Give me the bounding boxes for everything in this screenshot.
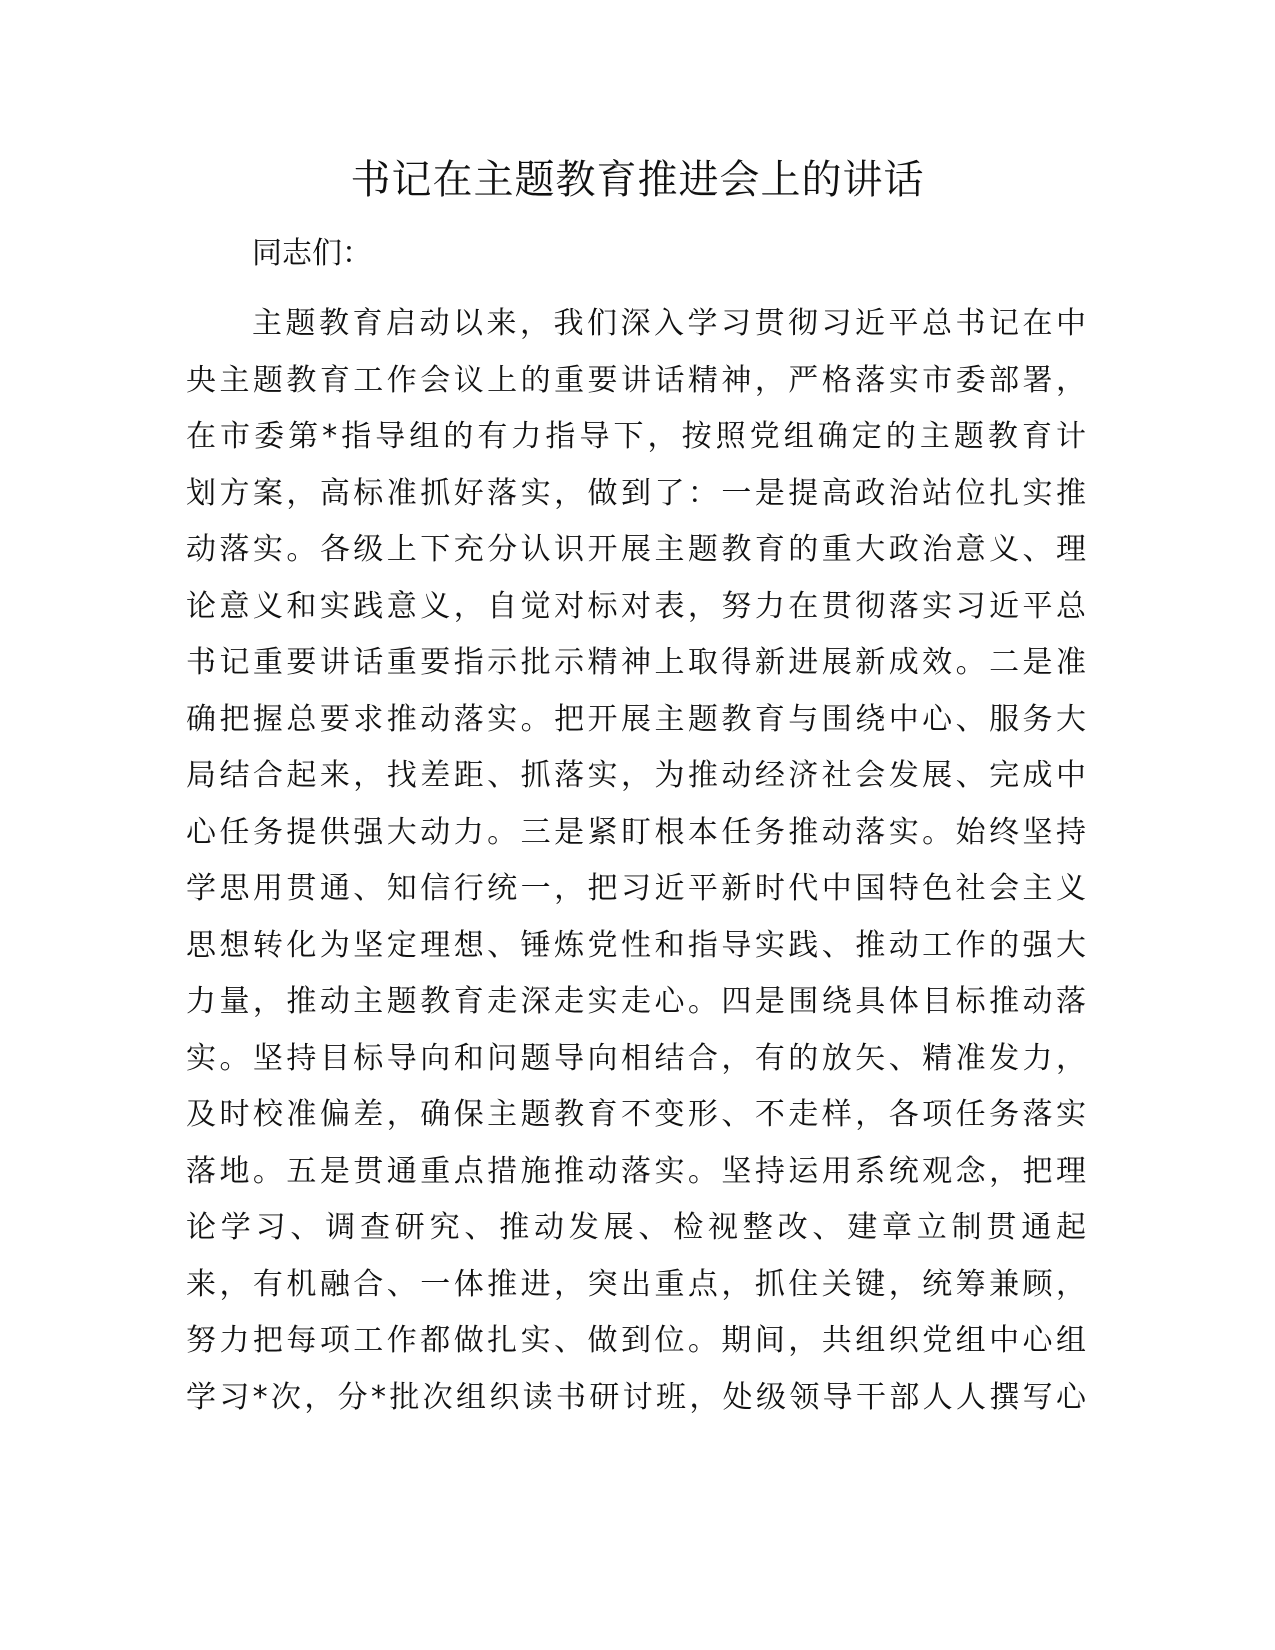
body-line: 论学习、调查研究、推动发展、检视整改、建章立制贯通起 (186, 1210, 1086, 1245)
body-line: 动落实。各级上下充分认识开展主题教育的重大政治意义、理 (186, 532, 1086, 567)
body-line: 局结合起来，找差距、抓落实，为推动经济社会发展、完成中 (186, 758, 1086, 793)
body-line: 心任务提供强大动力。三是紧盯根本任务推动落实。始终坚持 (186, 814, 1086, 850)
body-line: 落地。五是贯通重点措施推动落实。坚持运用系统观念，把理 (186, 1153, 1086, 1189)
body-line: 划方案，高标准抓好落实，做到了：一是提高政治站位扎实推 (186, 475, 1086, 511)
body-text (186, 296, 1086, 1426)
body-line: 书记重要讲话重要指示批示精神上取得新进展新成效。二是准 (186, 645, 1086, 680)
body-line: 实。坚持目标导向和问题导向相结合，有的放矢、精准发力， (186, 1040, 1086, 1076)
body-line: 央主题教育工作会议上的重要讲话精神，严格落实市委部署， (186, 362, 1086, 398)
document-title: 书记在主题教育推进会上的讲话 (350, 157, 925, 203)
body-line: 学思用贯通、知信行统一，把习近平新时代中国特色社会主义 (186, 871, 1086, 906)
body-line: 思想转化为坚定理想、锤炼党性和指导实践、推动工作的强大 (186, 927, 1086, 963)
body-line: 力量，推动主题教育走深走实走心。四是围绕具体目标推动落 (186, 984, 1086, 1019)
salutation: 同志们： (252, 236, 372, 271)
body-line: 来，有机融合、一体推进，突出重点，抓住关键，统筹兼顾， (186, 1266, 1086, 1302)
body-line: 论意义和实践意义，自觉对标对表，努力在贯彻落实习近平总 (186, 588, 1086, 624)
body-line: 主题教育启动以来，我们深入学习贯彻习近平总书记在中 (252, 306, 1086, 341)
body-line: 努力把每项工作都做扎实、做到位。期间，共组织党组中心组 (186, 1323, 1086, 1358)
body-line: 学习*次，分*批次组织读书研讨班，处级领导干部人人撰写心 (186, 1379, 1086, 1415)
body-line: 在市委第*指导组的有力指导下，按照党组确定的主题教育计 (186, 419, 1086, 454)
body-line: 及时校准偏差，确保主题教育不变形、不走样，各项任务落实 (186, 1097, 1086, 1132)
body-line: 确把握总要求推动落实。把开展主题教育与围绕中心、服务大 (186, 701, 1086, 737)
